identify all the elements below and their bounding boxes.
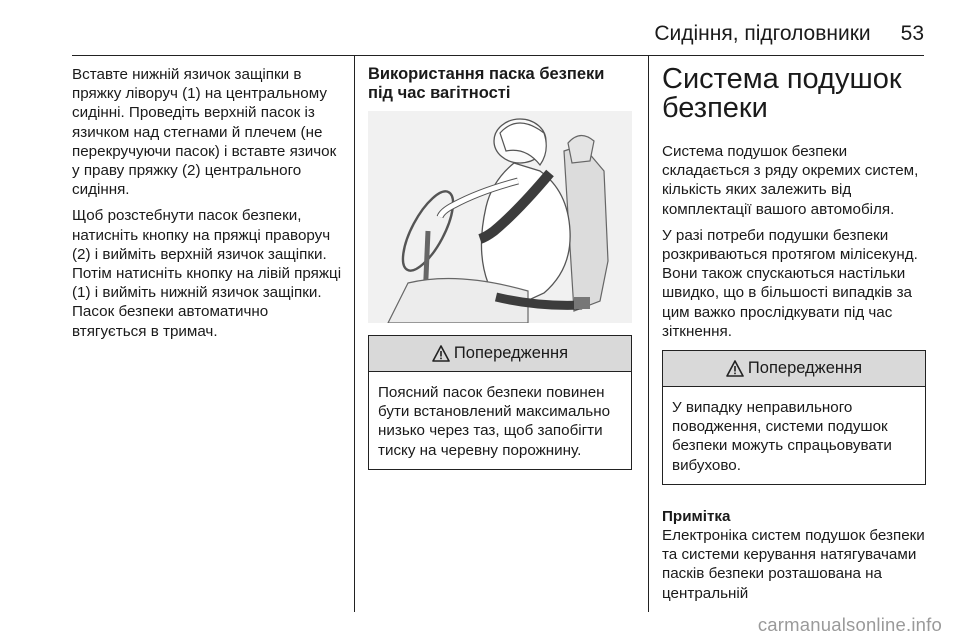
warning-header — [369, 336, 631, 372]
warning-title: Попередження — [747, 358, 863, 377]
warning-triangle-icon — [432, 345, 450, 362]
column-1 — [72, 65, 342, 348]
warning-body: У випадку неправильного поводження, системи подушок безпеки можуть спрацьовувати вибухово. — [672, 399, 892, 474]
page-title: Сидіння, підголовники — [654, 22, 871, 45]
section-heading-airbags: Система подушок безпеки — [662, 63, 902, 124]
column-divider-2 — [648, 56, 649, 612]
section-heading-pregnancy: Використання паска безпеки під час вагітності — [368, 65, 605, 102]
column-2 — [368, 65, 632, 470]
page-number: 53 — [900, 22, 924, 45]
pregnant-woman-seatbelt-illustration — [368, 111, 632, 323]
paragraph-unfasten: Щоб розстебнути пасок безпеки, натисніть кнопку на пряжці праворуч (2) і вийміть верхній язичок защіпки. Потім натисніть кнопку на лівій пряжці (1) і вийміть нижній язичок защіпки. Пасок безпеки автоматично втягується в тримач. — [72, 207, 342, 340]
warning-triangle-icon — [726, 360, 744, 377]
footer-watermark: carmanualsonline.info — [757, 614, 942, 635]
warning-body: Поясний пасок безпеки повинен бути встановлений максимально низько через таз, щоб запобігти тиску на черевну порожнину. — [378, 384, 611, 459]
warning-header — [663, 351, 925, 387]
paragraph-airbag-system: Система подушок безпеки складається з ряду окремих систем, кількість яких залежить від комплектації вашого автомобіля. — [662, 143, 919, 218]
warning-box-pregnancy — [368, 335, 632, 470]
paragraph-fasten: Вставте нижній язичок защіпки в пряжку ліворуч (1) на центральному сидінні. Проведіть верхній пасок із язичком над стегнами й плечем (не перекручуючи пасок) і вставте язичок у праву пряжку (2) центрального сидіння. — [72, 66, 337, 199]
column-divider-1 — [354, 56, 355, 612]
paragraph-airbag-deploy: У разі потреби подушки безпеки розкриваються протягом мілісекунд. Вони також спускаються настільки швидко, що в більшості випадків за цим важко прослідкувати під час зіткнення. — [662, 226, 918, 340]
note-title: Примітка — [662, 507, 731, 525]
note-body: Електроніка систем подушок безпеки та системи керування натягувачами пасків безпеки розташована на центральній — [662, 527, 925, 602]
page-header — [0, 22, 924, 46]
column-3 — [662, 65, 926, 603]
header-rule — [72, 55, 924, 56]
warning-box-airbag — [662, 350, 926, 485]
warning-title: Попередження — [453, 343, 569, 362]
